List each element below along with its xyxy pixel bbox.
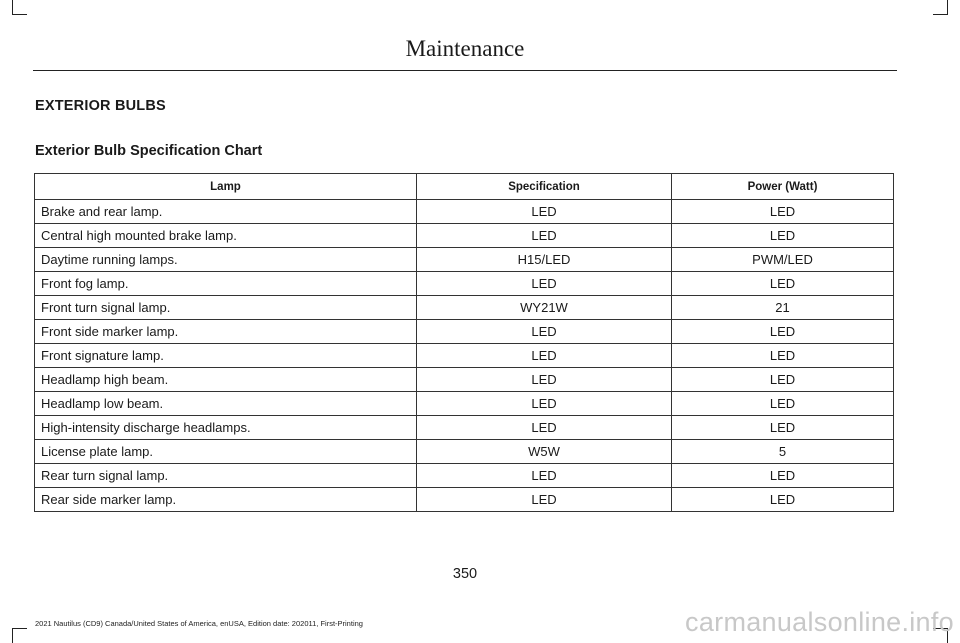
table-row	[35, 416, 894, 440]
watermark-text: carmanualsonline.info	[685, 607, 954, 637]
crop-mark-top-left	[12, 0, 27, 15]
lamp-cell: Daytime running lamps.	[35, 248, 417, 272]
lamp-cell: Brake and rear lamp.	[35, 200, 417, 224]
table-row	[35, 200, 894, 224]
table-row	[35, 392, 894, 416]
power-cell: LED	[672, 488, 894, 512]
table-row	[35, 296, 894, 320]
power-cell: LED	[672, 392, 894, 416]
power-cell: LED	[672, 416, 894, 440]
lamp-cell: License plate lamp.	[35, 440, 417, 464]
table-row	[35, 464, 894, 488]
table-row	[35, 248, 894, 272]
power-cell: LED	[672, 320, 894, 344]
chart-heading: Exterior Bulb Specification Chart	[35, 143, 263, 159]
lamp-cell: Headlamp high beam.	[35, 368, 417, 392]
spec-cell: H15/LED	[417, 248, 672, 272]
spec-cell: LED	[417, 464, 672, 488]
power-cell: LED	[672, 200, 894, 224]
page-header-title: Maintenance	[405, 36, 525, 61]
lamp-cell: Front side marker lamp.	[35, 320, 417, 344]
spec-cell: LED	[417, 200, 672, 224]
lamp-cell: Headlamp low beam.	[35, 392, 417, 416]
column-header-power: Power (Watt)	[672, 174, 894, 200]
power-cell: 21	[672, 296, 894, 320]
power-cell: 5	[672, 440, 894, 464]
spec-cell: LED	[417, 320, 672, 344]
table-row	[35, 320, 894, 344]
bulb-spec-table	[34, 173, 894, 512]
lamp-cell: Front turn signal lamp.	[35, 296, 417, 320]
table-header-row	[35, 174, 894, 200]
table-row	[35, 344, 894, 368]
spec-cell: LED	[417, 416, 672, 440]
column-header-lamp: Lamp	[35, 174, 417, 200]
spec-cell: W5W	[417, 440, 672, 464]
crop-mark-bottom-left	[12, 628, 27, 643]
lamp-cell: Rear turn signal lamp.	[35, 464, 417, 488]
spec-cell: LED	[417, 488, 672, 512]
spec-cell: LED	[417, 392, 672, 416]
table-row	[35, 272, 894, 296]
section-heading: EXTERIOR BULBS	[35, 98, 166, 114]
table-row	[35, 488, 894, 512]
header-divider	[33, 70, 897, 71]
lamp-cell: Front signature lamp.	[35, 344, 417, 368]
spec-cell: LED	[417, 272, 672, 296]
table-row	[35, 440, 894, 464]
table-row	[35, 224, 894, 248]
column-header-specification: Specification	[417, 174, 672, 200]
crop-mark-top-right	[933, 0, 948, 15]
spec-cell: WY21W	[417, 296, 672, 320]
power-cell: LED	[672, 368, 894, 392]
spec-cell: LED	[417, 224, 672, 248]
lamp-cell: Rear side marker lamp.	[35, 488, 417, 512]
page-number: 350	[452, 566, 478, 582]
lamp-cell: Central high mounted brake lamp.	[35, 224, 417, 248]
lamp-cell: High-intensity discharge headlamps.	[35, 416, 417, 440]
edition-footer: 2021 Nautilus (CD9) Canada/United States of America, enUSA, Edition date: 202011, First-Printing	[35, 619, 363, 628]
power-cell: LED	[672, 344, 894, 368]
power-cell: PWM/LED	[672, 248, 894, 272]
lamp-cell: Front fog lamp.	[35, 272, 417, 296]
power-cell: LED	[672, 272, 894, 296]
table-row	[35, 368, 894, 392]
power-cell: LED	[672, 224, 894, 248]
spec-cell: LED	[417, 344, 672, 368]
power-cell: LED	[672, 464, 894, 488]
spec-cell: LED	[417, 368, 672, 392]
